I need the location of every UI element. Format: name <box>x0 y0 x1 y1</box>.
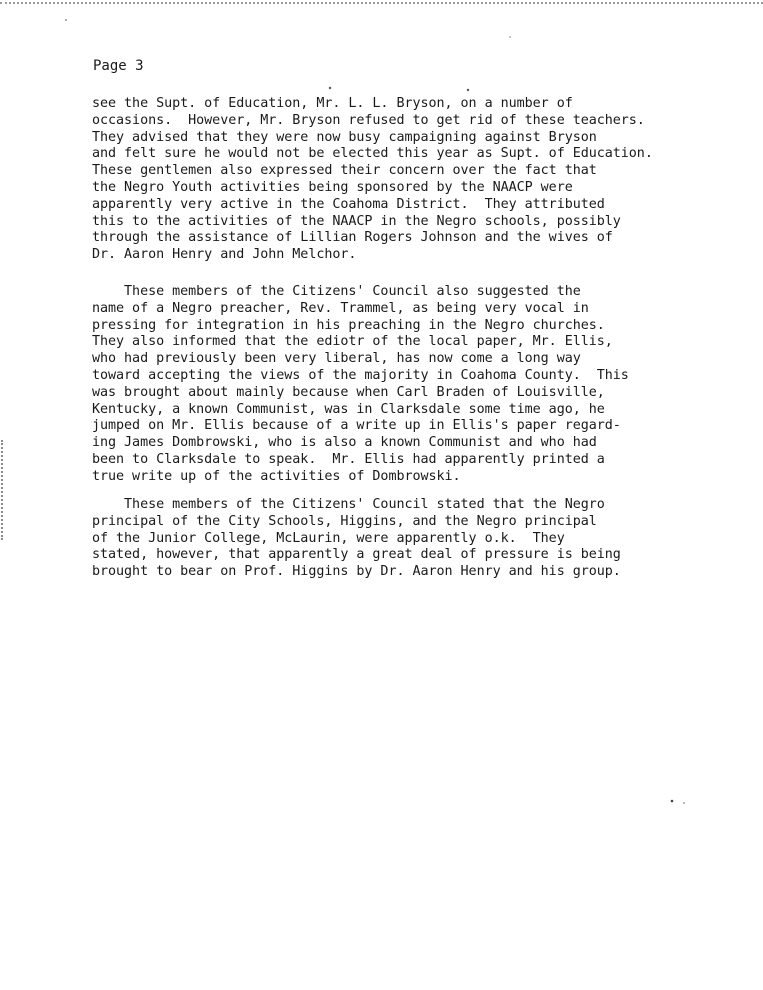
text-line: These gentlemen also expressed their concern over the fact that <box>92 163 597 179</box>
text-line: They also informed that the ediotr of the local paper, Mr. Ellis, <box>92 334 613 350</box>
scan-top-edge <box>0 2 763 4</box>
paragraph-1 <box>92 96 653 264</box>
page-label: Page 3 <box>93 58 144 74</box>
text-line: the Negro Youth activities being sponsored by the NAACP were <box>92 179 573 195</box>
text-line: These members of the Citizens' Council stated that the Negro <box>92 497 605 512</box>
scan-left-edge <box>1 440 3 540</box>
text-line: Kentucky, a known Communist, was in Clarksdale some time ago, he <box>92 401 605 417</box>
text-line: brought to bear on Prof. Higgins by Dr. Aaron Henry and his group. <box>92 564 621 580</box>
text-line: Dr. Aaron Henry and John Melchor. <box>92 247 357 263</box>
text-line: stated, however, that apparently a great deal of pressure is being <box>92 547 621 563</box>
text-line: been to Clarksdale to speak. Mr. Ellis had apparently printed a <box>92 451 605 467</box>
text-line: through the assistance of Lillian Rogers Johnson and the wives of <box>92 230 613 246</box>
paragraph-2 <box>92 284 629 486</box>
text-line: of the Junior College, McLaurin, were apparently o.k. They <box>92 530 565 546</box>
text-line: occasions. However, Mr. Bryson refused to get rid of these teachers. <box>92 112 645 128</box>
text-line: jumped on Mr. Ellis because of a write up in Ellis's paper regard- <box>92 418 621 434</box>
text-line: and felt sure he would not be elected this year as Supt. of Education. <box>92 146 653 162</box>
paragraph-3 <box>92 497 621 581</box>
text-line: principal of the City Schools, Higgins, and the Negro principal <box>92 513 597 529</box>
text-line: They advised that they were now busy campaigning against Bryson <box>92 129 597 145</box>
text-line: this to the activities of the NAACP in the Negro schools, possibly <box>92 213 621 229</box>
text-line: toward accepting the views of the majority in Coahoma County. This <box>92 367 629 383</box>
text-line: true write up of the activities of Dombrowski. <box>92 468 461 484</box>
text-line: pressing for integration in his preaching in the Negro churches. <box>92 317 605 333</box>
text-line: was brought about mainly because when Carl Braden of Louisville, <box>92 384 605 400</box>
text-line: apparently very active in the Coahoma District. They attributed <box>92 196 605 212</box>
text-line: ing James Dombrowski, who is also a known Communist and who had <box>92 435 597 451</box>
text-line: These members of the Citizens' Council also suggested the <box>92 284 581 299</box>
text-line: name of a Negro preacher, Rev. Trammel, as being very vocal in <box>92 300 589 316</box>
text-line: who had previously been very liberal, has now come a long way <box>92 351 581 367</box>
text-line: see the Supt. of Education, Mr. L. L. Bryson, on a number of <box>92 96 573 111</box>
